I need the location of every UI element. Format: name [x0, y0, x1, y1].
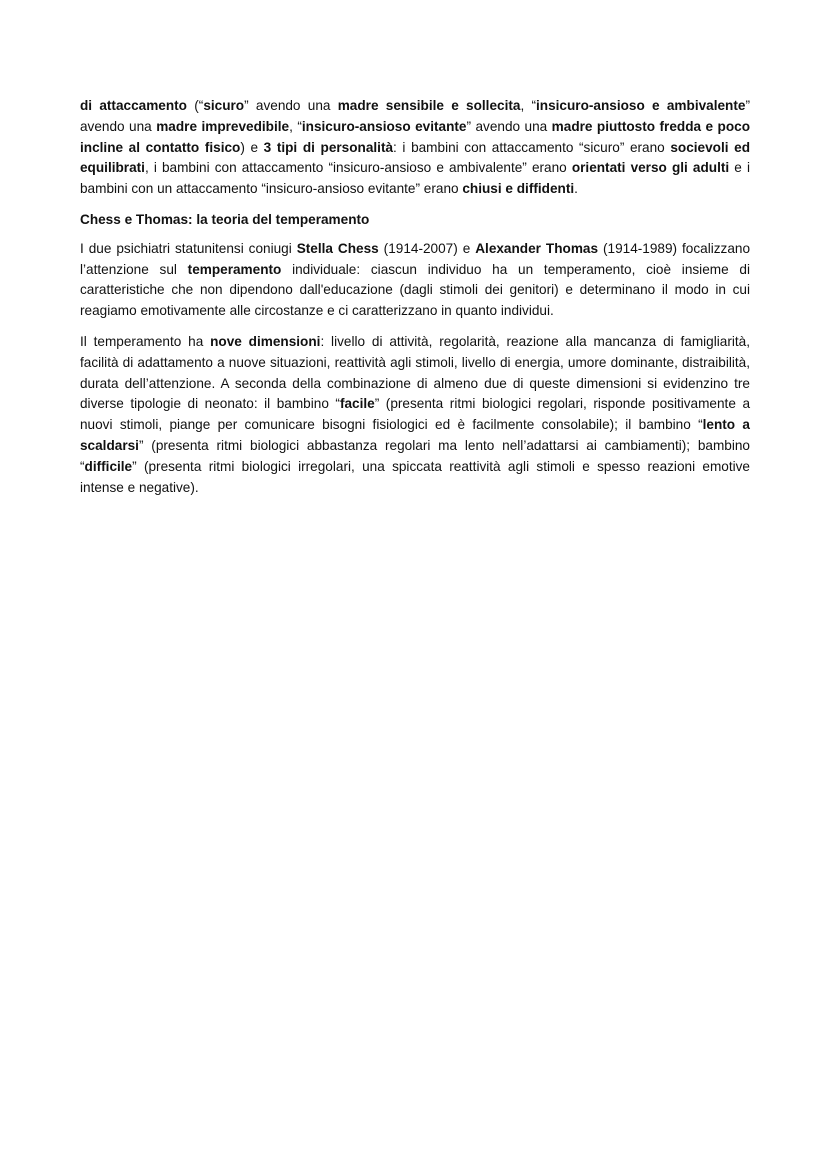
bold-text-run: chiusi e diffidenti	[462, 181, 575, 197]
bold-text-run: madre sensibile e sollecita	[337, 98, 521, 113]
text-run: : i bambini con attaccamento “sicuro” erano	[393, 139, 671, 155]
bold-text-run: nove dimensioni	[210, 333, 321, 349]
bold-text-run: orientati verso gli adulti	[571, 160, 730, 176]
bold-text-run: di attaccamento	[80, 98, 187, 113]
text-run: , “	[289, 118, 302, 134]
paragraph-attachment-types	[80, 96, 750, 200]
paragraph-temperament-dimensions	[80, 332, 750, 498]
text-run: ” (presenta ritmi biologici regolari, risponde positivamente a nuovi stimoli, piange per comunicare bisogni fisiologici ed è facilmente consolabile); il bambino “	[80, 396, 751, 433]
text-run: individuale: ciascun individuo ha un temperamento, cioè insieme di caratteristiche che non dipendono dall'educazione (dagli stimoli dei genitori) e determinano il modo in cui reagiamo emotivamente alle circostanze e ci caratterizzano in quanto individui.	[80, 261, 750, 319]
text-run: Il temperamento ha	[80, 333, 211, 349]
bold-text-run: madre imprevedibile	[156, 118, 290, 134]
text-run: : livello di attività, regolarità, reazione alla mancanza di famigliarità, facilità di adattamento a nuove situazioni, reattività agli stimoli, livello di energia, umore dominante, distraibilità, durata dell’attenzione. A seconda della combinazione di almeno due di queste dimensioni si evidenzino tre diverse tipologie di neonato: il bambino “	[80, 333, 750, 412]
bold-text-run: 3 tipi di personalità	[263, 139, 394, 155]
text-run: (1914-1989) focalizzano l’attenzione sul	[80, 240, 751, 277]
bold-text-run: lento a scaldarsi	[80, 417, 750, 453]
text-run: (“	[186, 98, 204, 113]
bold-text-run: socievoli ed equilibrati	[80, 139, 750, 176]
text-run: (1914-2007) e	[378, 240, 476, 256]
paragraph-temperament-intro	[80, 239, 750, 322]
text-run: ” (presenta ritmi biologici abbastanza regolari ma lento nell’adattarsi ai cambiamenti); bambino “	[80, 437, 750, 474]
text-run: ) e	[240, 139, 264, 155]
text-run: I due psichiatri statunitensi coniugi	[80, 240, 297, 256]
bold-text-run: Stella Chess	[296, 240, 379, 256]
text-run: ” (presenta ritmi biologici irregolari, una spiccata reattività agli stimoli e spesso reazioni emotive intense e negative).	[80, 458, 750, 495]
document-page	[80, 96, 750, 498]
text-run: ” avendo una	[466, 118, 552, 134]
bold-text-run: insicuro-ansioso evitante	[301, 118, 467, 134]
text-run: .	[574, 181, 578, 197]
text-run: ” avendo una	[244, 98, 338, 113]
bold-text-run: sicuro	[203, 98, 245, 113]
bold-text-run: madre piuttosto fredda e poco incline al contatto fisico	[80, 118, 751, 155]
text-run: e i bambini con un attaccamento “insicuro-ansioso evitante” erano	[80, 160, 750, 197]
bold-text-run: facile	[339, 396, 375, 412]
section-heading: Chess e Thomas: la teoria del temperamento	[80, 211, 370, 227]
text-run: ” avendo una	[80, 98, 750, 134]
text-run: , i bambini con attaccamento “insicuro-ansioso e ambivalente” erano	[144, 160, 572, 176]
bold-text-run: insicuro-ansioso e ambivalente	[536, 98, 746, 113]
bold-text-run: temperamento	[187, 261, 282, 277]
bold-text-run: Alexander Thomas	[475, 240, 599, 256]
text-run: , “	[520, 98, 537, 113]
bold-text-run: difficile	[84, 458, 133, 474]
